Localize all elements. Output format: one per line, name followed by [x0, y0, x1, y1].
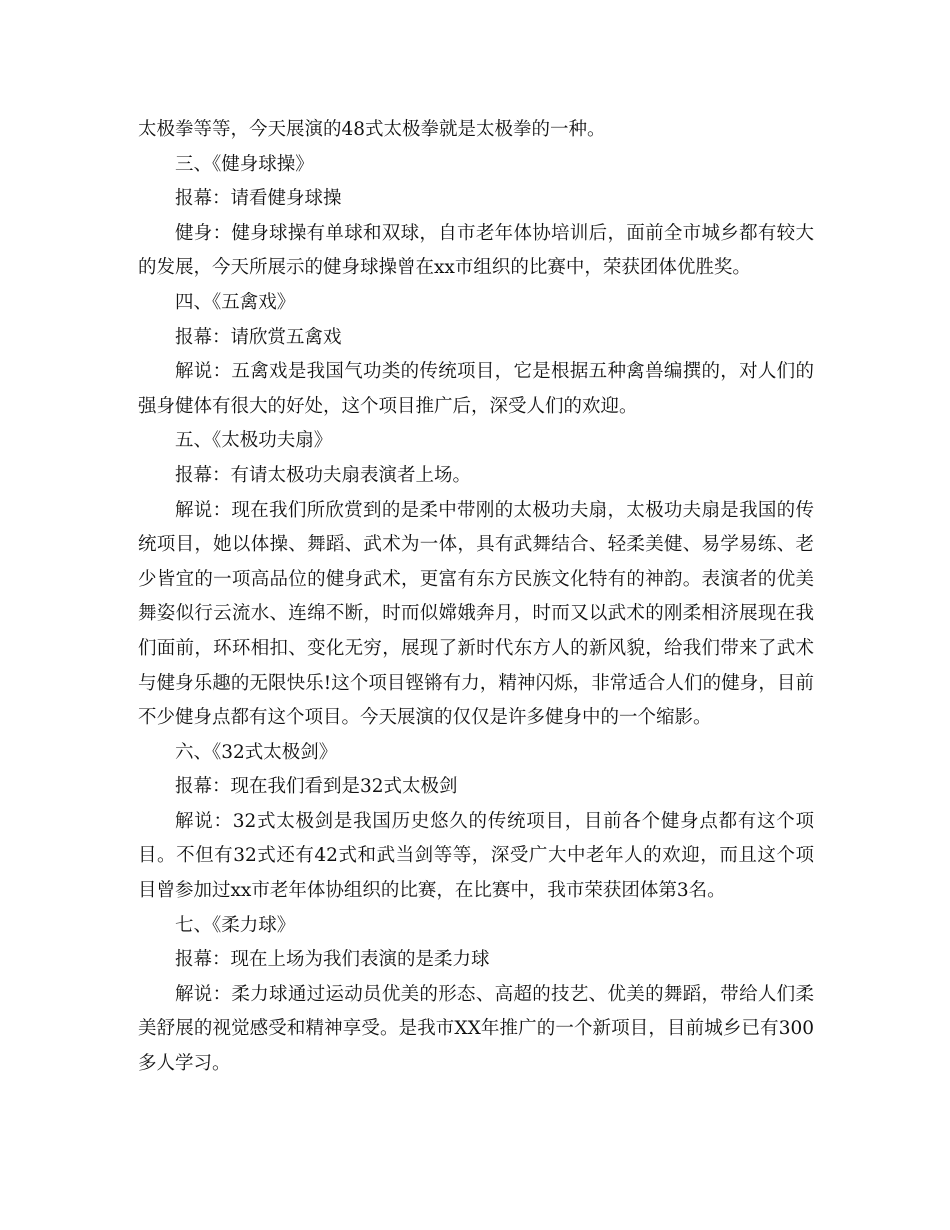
document-body [138, 113, 814, 1082]
section-heading-7: 七、《柔力球》 [175, 914, 296, 936]
section-heading-4: 四、《五禽戏》 [175, 291, 296, 313]
announcement-4: 报幕：请欣赏五禽戏 [175, 326, 342, 348]
announcement-6: 报幕：现在我们看到是32式太极剑 [175, 776, 458, 798]
paragraph-continuation: 太极拳等等，今天展演的48式太极拳就是太极拳的一种。 [138, 119, 606, 140]
section-heading-5: 五、《太极功夫扇》 [175, 430, 333, 452]
section-heading-3: 三、《健身球操》 [175, 153, 314, 175]
explanation-4: 解说：五禽戏是我国气功类的传统项目，它是根据五种禽兽编撰的，对人们的强身健体有很大的好处，这个项目推广后，深受人们的欢迎。 [138, 361, 814, 417]
announcement-3: 报幕：请看健身球操 [175, 188, 342, 210]
announcement-5: 报幕：有请太极功夫扇表演者上场。 [175, 464, 472, 486]
explanation-7: 解说：柔力球通过运动员优美的形态、高超的技艺、优美的舞蹈，带给人们柔美舒展的视觉感受和精神享受。是我市XX年推广的一个新项目，目前城乡已有300多人学习。 [138, 983, 814, 1075]
explanation-3: 健身：健身球操有单球和双球，自市老年体协培训后，面前全市城乡都有较大的发展，今天所展示的健身球操曾在xx市组织的比赛中，荣获团体优胜奖。 [138, 222, 814, 279]
explanation-6: 解说：32式太极剑是我国历史悠久的传统项目，目前各个健身点都有这个项目。不但有32式还有42式和武当剑等等，深受广大中老年人的欢迎，而且这个项目曾参加过xx市老年体协组织的比赛，在比赛中，我市荣获团体第3名。 [138, 810, 814, 902]
explanation-5: 解说：现在我们所欣赏到的是柔中带刚的太极功夫扇，太极功夫扇是我国的传统项目，她以体操、舞蹈、武术为一体，具有武舞结合、轻柔美健、易学易练、老少皆宜的一项高品位的健身武术，更富有东方民族文化特有的神韵。表演者的优美舞姿似行云流水、连绵不断，时而似嫦娥奔月，时而又以武术的刚柔相济展现在我们面前，环环相扣、变化无穷，展现了新时代东方人的新风貌，给我们带来了武术与健身乐趣的无限快乐!这个项目铿锵有力，精神闪烁，非常适合人们的健身，目前不少健身点都有这个项目。今天展演的仅仅是许多健身中的一个缩影。 [138, 499, 814, 729]
section-heading-6: 六、《32式太极剑》 [175, 741, 338, 763]
announcement-7: 报幕：现在上场为我们表演的是柔力球 [175, 949, 490, 971]
